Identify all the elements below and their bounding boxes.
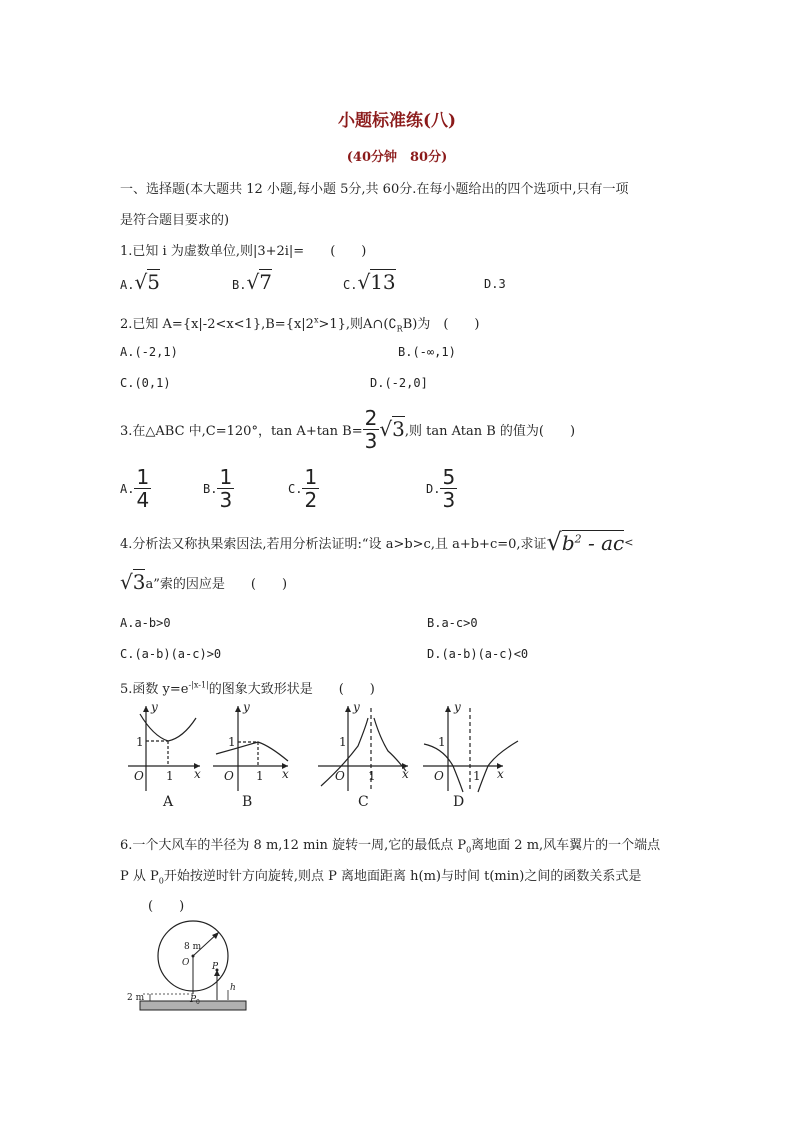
q5-b-axis-x: x xyxy=(282,767,289,781)
q2-stem-post: B)为 ( ) xyxy=(402,317,480,332)
q3-stem-pre: 3.在△ABC 中,C=120°，tan A+tan B= xyxy=(120,423,363,439)
q6-line2-post: 开始按逆时针方向旋转,则点 P 离地面距离 h(m)与时间 t(min)之间的函数关系式是 xyxy=(163,869,642,884)
q3-stem-post: ,则 tan Atan B 的值为( ) xyxy=(404,423,576,439)
q1-option-a[interactable]: A.√5 xyxy=(120,270,160,294)
q5-c-axis-x: x xyxy=(402,767,409,781)
page-subtitle: (40分钟 80分) xyxy=(346,150,448,165)
section-intro-line1: 一、选择题(本大题共 12 小题,每小题 5分,共 60分.在每小题给出的四个选项中,只有一项 xyxy=(120,182,629,197)
point-p-label: P xyxy=(212,962,219,972)
q1-option-d[interactable]: D.3 xyxy=(484,277,506,291)
q2-stem-sup: x xyxy=(313,315,319,325)
q5-b-one-y: 1 xyxy=(228,735,236,749)
q6-stem-line2 xyxy=(120,865,641,886)
h-label: h xyxy=(230,983,236,993)
q3-stem: 3.在△ABC 中,C=120°，tan A+tan B= $\frac{2}{3}$ √3 ,则 tan Atan B 的值为( ) xyxy=(120,405,576,453)
p0-label: P xyxy=(190,995,197,1005)
q5-a-one-x: 1 xyxy=(166,769,174,783)
q5-a-axis-y: y xyxy=(151,700,158,714)
q4-stem-pre: 4.分析法又称执果索因法,若用分析法证明:“设 a>b>c,且 a+b+c=0,求证 xyxy=(120,536,547,552)
q3-b-label: B. xyxy=(203,481,218,496)
q4-stem-line1: 4.分析法又称执果索因法,若用分析法证明:“设 a>b>c,且 a+b+c=0,求证 $√b^2$ - ac < xyxy=(120,528,634,556)
q5-d-origin: O xyxy=(434,769,444,783)
q3-option-d[interactable]: D. $\frac{5}{3}$ xyxy=(426,465,456,512)
q6-line1-pre: 6.一个大风车的半径为 8 m,12 min 旋转一周,它的最低点 P xyxy=(120,838,467,853)
q2-option-b[interactable]: B.(-∞,1) xyxy=(398,345,456,359)
q5-label-d: D xyxy=(453,794,465,810)
q5-label-a: A xyxy=(163,794,174,810)
q5-b-one-x: 1 xyxy=(256,769,264,783)
section-intro-line2: 是符合题目要求的) xyxy=(120,213,230,228)
q2-option-c[interactable]: C.(0,1) xyxy=(120,376,171,390)
q1-option-c[interactable]: C.√13 xyxy=(343,270,396,294)
q5-graphs xyxy=(118,696,528,816)
q3-option-b[interactable]: B. $\frac{1}{3}$ xyxy=(203,465,233,512)
ground-height-label: 2 m xyxy=(127,993,145,1003)
q1-c-label: C. xyxy=(343,278,358,292)
q5-d-one-y: 1 xyxy=(438,735,446,749)
q5-b-axis-y: y xyxy=(243,700,250,714)
q5-a-one-y: 1 xyxy=(136,735,144,749)
q2-option-d[interactable]: D.(-2,0] xyxy=(370,376,428,390)
q5-stem xyxy=(120,678,375,697)
q3-fraction: $\frac{2}{3}$ xyxy=(364,405,378,453)
q5-c-one-x: 1 xyxy=(368,769,376,783)
q5-a-origin: O xyxy=(134,769,144,783)
q5-graph-c[interactable] xyxy=(318,706,408,791)
q1-option-b[interactable]: B.√7 xyxy=(232,270,272,294)
q5-a-axis-x: x xyxy=(194,767,201,781)
q3-root: 3 xyxy=(392,417,405,441)
center-label: O xyxy=(182,958,190,968)
q2-stem-mid: >1},则A∩(∁ xyxy=(318,317,397,332)
q6-line2-pre: P 从 P xyxy=(120,869,159,884)
p0-sub: 0 xyxy=(196,999,200,1006)
q1-b-label: B. xyxy=(232,278,247,292)
q5-c-axis-y: y xyxy=(353,700,360,714)
q4-option-b[interactable]: B.a-c>0 xyxy=(427,616,478,630)
q6-line1-sub: 0 xyxy=(466,845,472,855)
q6-stem-line1 xyxy=(120,834,660,855)
q5-d-axis-x: x xyxy=(497,767,504,781)
q5-stem-post: 的图象大致形状是 ( ) xyxy=(208,682,375,697)
q5-c-origin: O xyxy=(335,769,345,783)
q6-windmill-diagram xyxy=(120,918,260,1018)
q2-stem-sub: R xyxy=(396,324,403,334)
q6-answer-blank: ( ) xyxy=(148,899,185,914)
q4-stem-post: a”索的因应是 ( ) xyxy=(145,576,288,592)
q5-d-one-x: 1 xyxy=(473,769,481,783)
q1-a-label: A. xyxy=(120,278,135,292)
q6-line1-post: 离地面 2 m,风车翼片的一个端点 xyxy=(471,838,661,853)
q5-c-one-y: 1 xyxy=(339,735,347,749)
q3-c-label: C. xyxy=(288,481,303,496)
q6-line2-sub: 0 xyxy=(158,876,164,886)
q5-b-origin: O xyxy=(224,769,234,783)
q5-stem-sup: -|x-1| xyxy=(188,680,209,690)
q2-stem xyxy=(120,313,479,334)
q2-stem-pre: 2.已知 A={x|-2<x<1},B={x|2 xyxy=(120,317,314,332)
q1-stem: 1.已知 i 为虚数单位,则|3+2i|= ( ) xyxy=(120,244,367,259)
q4-option-d[interactable]: D.(a-b)(a-c)<0 xyxy=(427,647,529,661)
q3-option-c[interactable]: C. $\frac{1}{2}$ xyxy=(288,465,318,512)
q4-stem-line2: √3 a”索的因应是 ( ) xyxy=(120,570,288,594)
q1-c-value: 13 xyxy=(370,270,396,294)
q3-a-label: A. xyxy=(120,481,135,496)
q5-d-axis-y: y xyxy=(454,700,461,714)
q4-option-a[interactable]: A.a-b>0 xyxy=(120,616,171,630)
page-title: 小题标准练(八) xyxy=(337,111,457,131)
q5-label-c: C xyxy=(358,794,369,810)
q5-stem-pre: 5.函数 y=e xyxy=(120,682,189,697)
radius-label: 8 m xyxy=(184,942,202,952)
q2-option-a[interactable]: A.(-2,1) xyxy=(120,345,178,359)
q1-b-value: 7 xyxy=(259,270,272,294)
q3-d-label: D. xyxy=(426,481,441,496)
q3-option-a[interactable]: A. $\frac{1}{4}$ xyxy=(120,465,150,512)
q5-label-b: B xyxy=(242,794,253,810)
q4-lt: < xyxy=(624,535,634,549)
q1-a-value: 5 xyxy=(147,270,160,294)
q4-option-c[interactable]: C.(a-b)(a-c)>0 xyxy=(120,647,222,661)
